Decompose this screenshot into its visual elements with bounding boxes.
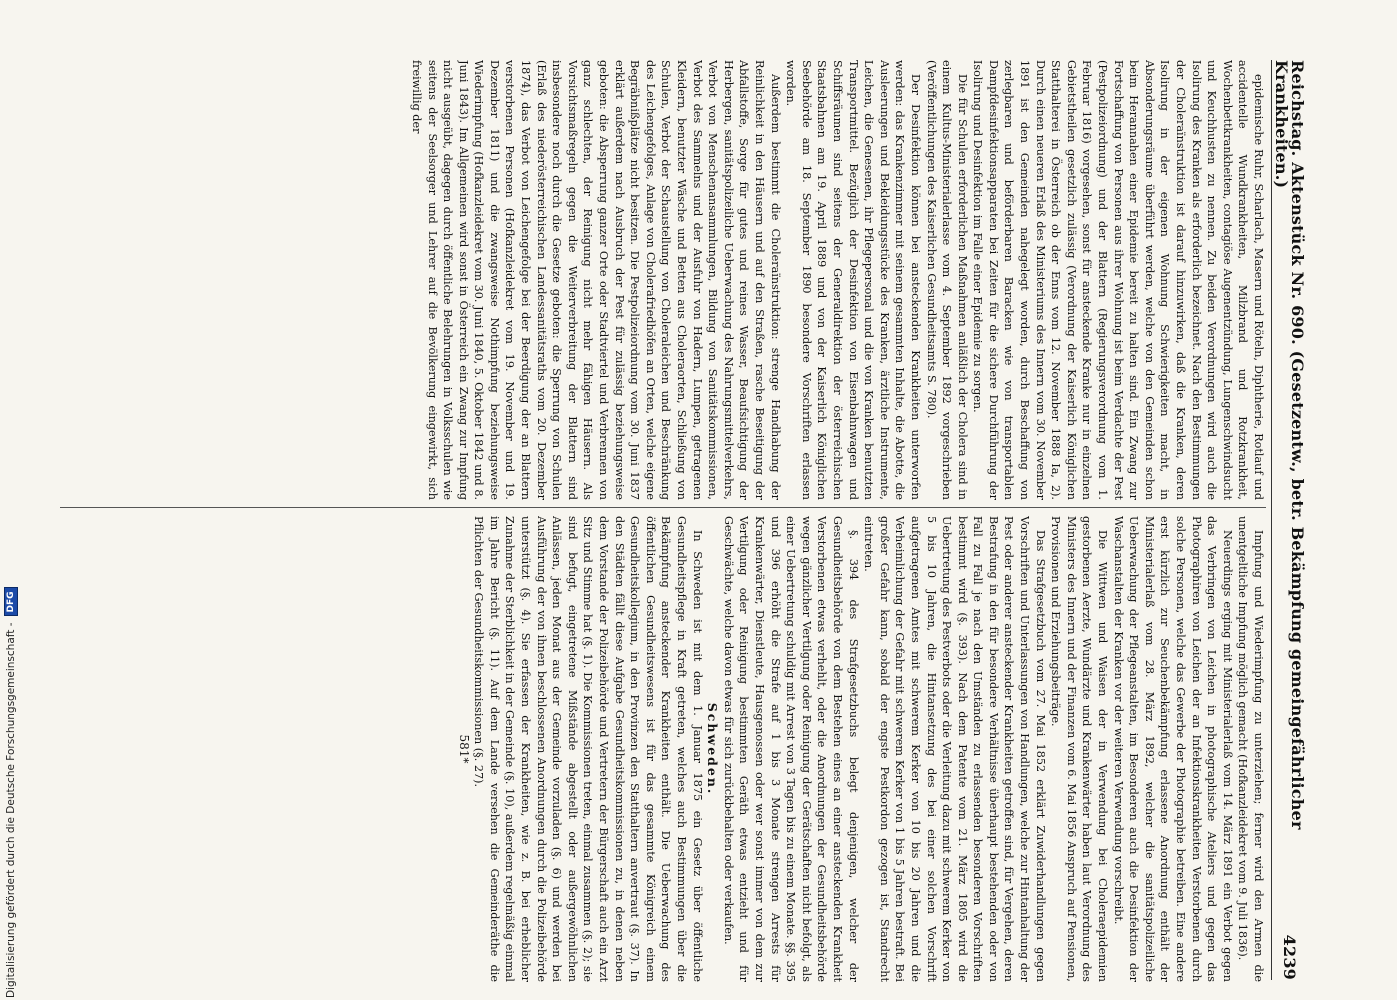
column-divider bbox=[60, 507, 1266, 508]
paragraph: Außerdem bestimmt die Choleraïnstruktion: strenge Handhabung der Reinlichkeit in den Häusern und auf den Straßen, rasche Beseitigung der Abfallstoffe, Sorge für gutes und reines Wasser, Beaufsichtigung der Herbergen, sanitätspolizeiliche Ueberwachung des Nahrungsmittelverkehrs, Verbot von Menschenansammlungen, Bildung von Sanitätskommissionen, Verbot des Sammelns und der Ausfuhr von Hadern, Lumpen, getragenen Kleidern, benutzter Wäsche und Betten aus Choleraorten, Schließung von Schulen, Verbot der Schaustellung von Choleraleichen und Beschränkung des Leichengefolges, Anlage von Cholerafriedhöfen an Orten, welche eigene Begräbnißplätze nicht besitzen. Die Pestpolizeiordnung vom 30. Juni 1837 erklärt außerdem nach Ausbruch der Pest für zulässig beziehungsweise geboten: die Absperrung ganzer Orte oder Stadtviertel und Verbrennen von ganz schlechten, der Reinigung nicht mehr fähigen Häusern. Als Vorsichtsmaßregeln gegen die Weiterverbreitung der Blattern sind insbesondere noch durch die Gesetze geboten: die Sperrung von Schulen (Erlaß des niederösterreichischen Landessanitätsraths vom 20. Dezember 1874), das Verbot von Leichengefolge bei der Beerdigung der an Blattern verstorbenen Personen (Hofkanzleidekret vom 19. November und 19. Dezember 1811) und die zwangsweise Nothimpfung beziehungsweise Wiederimpfung (Hofkanzleidekret vom 30. Juni 1840, 5. Oktober 1842 und 8. Juni 1843). Im Allgemeinen wird sonst in Österreich ein Zwang zur Impfung nicht ausgeübt, dagegen durch öffentliche Belehrungen in Volksschulen wie seitens der Seelsorger und Lehrer auf die Bevölkerung eingewirkt, sich freiwillig der bbox=[409, 60, 782, 500]
paragraph: Die für Schulen erforderlichen Maßnahmen anläßlich der Cholera sind in einem Kultus-Ministerialerlasse vom 4. September 1892 vorgeschrieben (Veröffentlichungen des Kaiserlichen Gesundheitsamts S. 780). bbox=[924, 60, 969, 500]
dfg-logo: DFG bbox=[4, 587, 18, 616]
paragraph: Impfung und Wiederimpfung zu unterziehen; ferner wird den Armen die unentgeltliche Impfung möglich gemacht (Hofkanzleidekret vom 9. Juli 1836). bbox=[1236, 516, 1265, 982]
paragraph: Die Wittwen und Waisen der in Verwendung bei Choleraepidemien gestorbenen Aerzte, Wundärzte und Krankenwärter haben laut Verordnung des Ministers des Innern und der Finanzen vom 6. Mai 1856 Anspruch auf Pensionen, Provisionen und Erziehungsbeiträge. bbox=[1049, 516, 1110, 982]
paragraph: In Schweden ist mit dem 1. Januar 1875 ein Gesetz über öffentliche Gesundheitspflege in Kraft getreten, welches auch Bestimmungen über die Bekämpfung ansteckender Krankheiten enthält. Die Ueberwachung des öffentlichen Gesundheitswesens ist für das gesammte Königreich einem Gesundheitskollegium, in den Provinzen den Statthaltern anvertraut (§. 37). In den Städten fällt diese Aufgabe Gesundheitskommissionen zu, in denen neben dem Vorstande der Polizeibehörde und Vertretern der Bürgerschaft auch ein Arzt Sitz und Stimme hat (§. 1). Die Kommissionen treten, einmal zusammen (§. 2); sie sind befugt, eingetretene Mißstände abgestellt oder außergewöhnlichen Anlässen, jeden Monat aus der Gemeinde vorzuladen (§. 6) und werden bei Ausführung der von ihnen beschlossenen Anordnungen durch die Polizeibehörde unterstützt (§. 4). Sie erfassen der Krankheiten, wie z. B. bei erheblicher Zunahme der Sterblichkeit in der Gemeinde (§. 10), außerdem regelmäßig einmal im Jahre Bericht (§. 11). Auf dem Lande versehen die Gemeinderäthe die Pflichten der Gesundheitskommissionen (§. 27). bbox=[472, 516, 704, 982]
digitization-text: Digitalisierung gefördert durch die Deutsche Forschungsgemeinschaft - bbox=[5, 622, 17, 998]
page-number: 4239 bbox=[1279, 934, 1299, 980]
running-head: Reichstag. Aktenstück Nr. 690. (Gesetzentw., betr. Bekämpfung gemeingefährlicher Krankheiten.) bbox=[1272, 60, 1307, 830]
paragraph: Das Strafgesetzbuch vom 27. Mai 1852 erklärt Zuwiderhandlungen gegen Vorschriften und Unterlassungen von Handlungen, welche zur Hintanhaltung der Pest oder anderer ansteckender Krankheiten getroffen sind, für Vergehen, deren Bestrafung in den für besondere Verhältnisse überhaupt bestehenden oder von Fall zu Fall je nach den Umständen zu erlassenden besonderen Vorschriften bestimmt wird (§. 393). Nach dem Patente vom 21. März 1805 wird die Uebertretung des Pestverbots oder die Verleitung dazu mit schwerem Kerker von 5 bis 10 Jahren, die Hintansetzung des bei einer solchen Vorschrift aufgetragenen Amtes mit schwerem Kerker von 10 bis 20 Jahren und die Verheimlichung der Gefahr mit schwerem Kerker von 1 bis 5 Jahren bestraft. Bei großer Gefahr kann, sobald der engste Pestkordon gezogen ist, Standrecht eintreten. bbox=[862, 516, 1047, 982]
header-rule bbox=[1271, 60, 1272, 980]
paragraph: epidemische Ruhr, Scharlach, Masern und Röteln, Diphtherie, Rotlauf und accidentelle Wundkrankheiten, Milzbrand und Rotzkrankheit, Wochenbettkrankheiten, contagiöse Augenentzündung, Lungenschwindsucht und Keuchhusten zu nennen. Zu beiden Verordnungen wird auch die Isolirung des Kranken als erforderlich bezeichnet. Nach den Bestimmungen der Choleraïnstruktion ist darauf hinzuwirken, daß die Kranken, deren Isolirung in der eigenen Wohnung Schwierigkeiten macht, in Absonderungsräume überführt werden, welche von den Gemeinden schon beim Herannahen einer Epidemie bereit zu halten sind. Ein Zwang zur Fortschaffung von Personen aus ihrer Wohnung ist beim Verdachte der Pest (Pestpolizeiordnung) und der Blattern (Regierungsverordnung vom 1. Februar 1816) vorgesehen, sonst für ansteckende Kranke nur in einzelnen Gebietstheilen gesetzlich zulässig (Verordnung der Kaiserlich Königlichen Statthalterei in Österreich ob der Enns vom 12. November 1888 Ia, 2). Durch einen neueren Erlaß des Ministeriums des Innern vom 30. November 1891 ist den Gemeinden nahegelegt worden, durch Beschaffung von zerlegbaren und beförderbaren Baracken wie von transportablen Dampfdesinfektionsapparaten bei Zeiten für die sichere Durchführung der Isolirung und Desinfektion im Falle einer Epidemie zu sorgen. bbox=[971, 60, 1265, 500]
digitization-note bbox=[0, 0, 30, 1000]
right-column bbox=[20, 516, 1266, 982]
paragraph: §. 394 des Strafgesetzbuchs belegt denjenigen, welcher der Gesundheitsbehörde von dem Bestehen eines an einer ansteckenden Krankheit Verstorbenen etwas verhehlt, oder die Anordnungen der Gesundheitsbehörde wegen gänzlicher Vertilgung oder Reinigung der Gerätschaften nicht befolgt, als einer Uebertretung schuldig mit Arrest von 3 Tagen bis zu einem Monate. §§. 395 und 396 erhöht die Strafe auf 1 bis 3 Monate strengen Arrests für Krankenwärter, Dienstleute, Hausgenossen oder wer sonst immer von dem zur Vertilgung oder Reinigung bestimmten Geräth etwas entzieht und für Geschwächte, welche davon etwas für sich zurückbehalten oder verkaufen. bbox=[721, 516, 860, 982]
section-heading: Schweden. bbox=[705, 702, 721, 796]
page-header bbox=[1272, 60, 1307, 980]
left-column bbox=[20, 60, 1266, 500]
paragraph: Der Desinfektion können bei ansteckenden Krankheiten unterworfen werden: das Krankenzimmer mit seinem gesammten Inhalte, die Abotte, die Ausleerungen und Bekleidungsstücke des Kranken, ärztliche Instrumente, Leichen, die Genesenen, ihr Pflegepersonal und die von Kranken benutzten Transportmittel. Bezüglich der Desinfektion von Eisenbahnwagen und Schiffsräumen sind seitens der Generaldirektion der österreichischen Staatsbahnen am 19. April 1889 und von der Kaiserlich Königlichen Seebehörde am 18. September 1890 besondere Vorschriften erlassen worden. bbox=[784, 60, 922, 500]
digitization-text-wrapper bbox=[4, 8, 18, 998]
paragraph: Neuerdings erging mit Ministerialerlaß vom 14. März 1891 ein Verbot gegen das Verbringen von Leichen in photographische Ateliers und gegen das Photographiren von Leichen der an Infektionskrankheiten Verstorbenen durch solche Personen, welche das Gewerbe der Photographie betreiben. Eine andere erst kürzlich zur Seuchenbekämpfung erlassene Anordnung enthält der Ministerialerlaß vom 28. März 1892, welcher die sanitätspolizeiliche Ueberwachung der Pflegeanstalten, im Besonderen auch die Desinfektion der Waschanstalten der Kranken vor der weiteren Verwendung vorschreibt. bbox=[1111, 516, 1234, 982]
signature-mark: 581* bbox=[456, 734, 471, 764]
